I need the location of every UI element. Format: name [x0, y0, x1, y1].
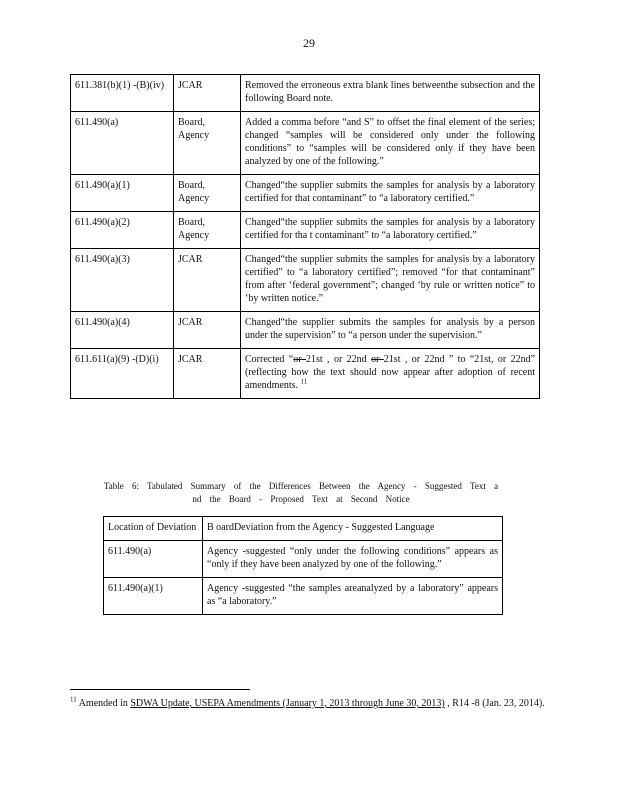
footnote-ref: 11 [300, 377, 308, 386]
section-cell: 611.381(b)(1) -(B)(iv) [71, 75, 174, 112]
footnote-citation: SDWA Update, USEPA Amendments (January 1, 2013 through June 30, 2013) [130, 698, 445, 709]
table-row [104, 578, 503, 615]
source-cell: JCAR [174, 312, 241, 349]
table-caption: Table 6: Tabulated Summary of the Differences Between the Agency - Suggested Text a nd the Board - Proposed Text at Second Notice [103, 481, 499, 504]
struck-text: or [371, 354, 384, 365]
struck-text: or [293, 354, 306, 365]
description-cell: Added a comma before “and S” to offset the final element of the series; changed “samples will be considered only under the following conditions” to “samples will be considered only if they have been analyzed by one of the following.” [241, 112, 540, 175]
section-cell: 611.490(a) [71, 112, 174, 175]
footnote-divider [70, 689, 250, 690]
description-cell: Changed“the supplier submits the samples for analysis by a person under the supervision” to “a person under the supervision.” [241, 312, 540, 349]
source-cell: JCAR [174, 75, 241, 112]
footnote: $^{11}$ Amended in SDWA Update, USEPA Amendments (January 1, 2013 through June 30, 2013) , R14 -8 (Jan. 23, 2014). [70, 695, 545, 709]
table-row [71, 212, 540, 249]
description-cell: Corrected “or 21st , or 22nd or 21st , or 22nd ” to “21st, or 22nd” (reflecting how the text should now appear after adoption of recent amendments. $^{11}$ [241, 349, 540, 399]
source-cell: Board, Agency [174, 112, 241, 175]
section-cell: 611.490(a)(3) [71, 249, 174, 312]
section-cell: 611.490(a)(4) [71, 312, 174, 349]
description-cell: Removed the erroneous extra blank lines betweenthe subsection and the following Board note. [241, 75, 540, 112]
table-header-row [104, 517, 503, 541]
table-row [104, 541, 503, 578]
table-row [71, 175, 540, 212]
amendments-table [70, 74, 540, 399]
deviation-cell: Agency -suggested “the samples areanalyzed by a laboratory” appears as “a laboratory.” [203, 578, 503, 615]
table-row [71, 312, 540, 349]
source-cell: JCAR [174, 349, 241, 399]
table-row [71, 349, 540, 399]
source-cell: JCAR [174, 249, 241, 312]
description-cell: Changed“the supplier submits the samples for analysis by a laboratory certified for that contaminant” to “a laboratory certified.” [241, 175, 540, 212]
section-cell: 611.490(a)(1) [71, 175, 174, 212]
table-row [71, 112, 540, 175]
table-row [71, 75, 540, 112]
header-deviation: B oardDeviation from the Agency - Suggested Language [203, 517, 503, 541]
source-cell: Board, Agency [174, 175, 241, 212]
header-location: Location of Deviation [104, 517, 203, 541]
source-cell: Board, Agency [174, 212, 241, 249]
section-cell: 611.611(a)(9) -(D)(i) [71, 349, 174, 399]
description-cell: Changed“the supplier submits the samples for analysis by a laboratory certified for tha t contaminant” to “a laboratory certified.” [241, 212, 540, 249]
description-cell: Changed“the supplier submits the samples for analysis by a laboratory certified” to “a laboratory certified”; removed “for that contaminant” from after ‘federal government”; changed ‘by rule or written notice” to ‘by written notice.” [241, 249, 540, 312]
deviations-table [103, 516, 503, 615]
table-row [71, 249, 540, 312]
section-cell: 611.490(a)(2) [71, 212, 174, 249]
location-cell: 611.490(a)(1) [104, 578, 203, 615]
location-cell: 611.490(a) [104, 541, 203, 578]
deviation-cell: Agency -suggested “only under the following conditions” appears as “only if they have been analyzed by one of the following.” [203, 541, 503, 578]
page-number: 29 [303, 36, 315, 50]
